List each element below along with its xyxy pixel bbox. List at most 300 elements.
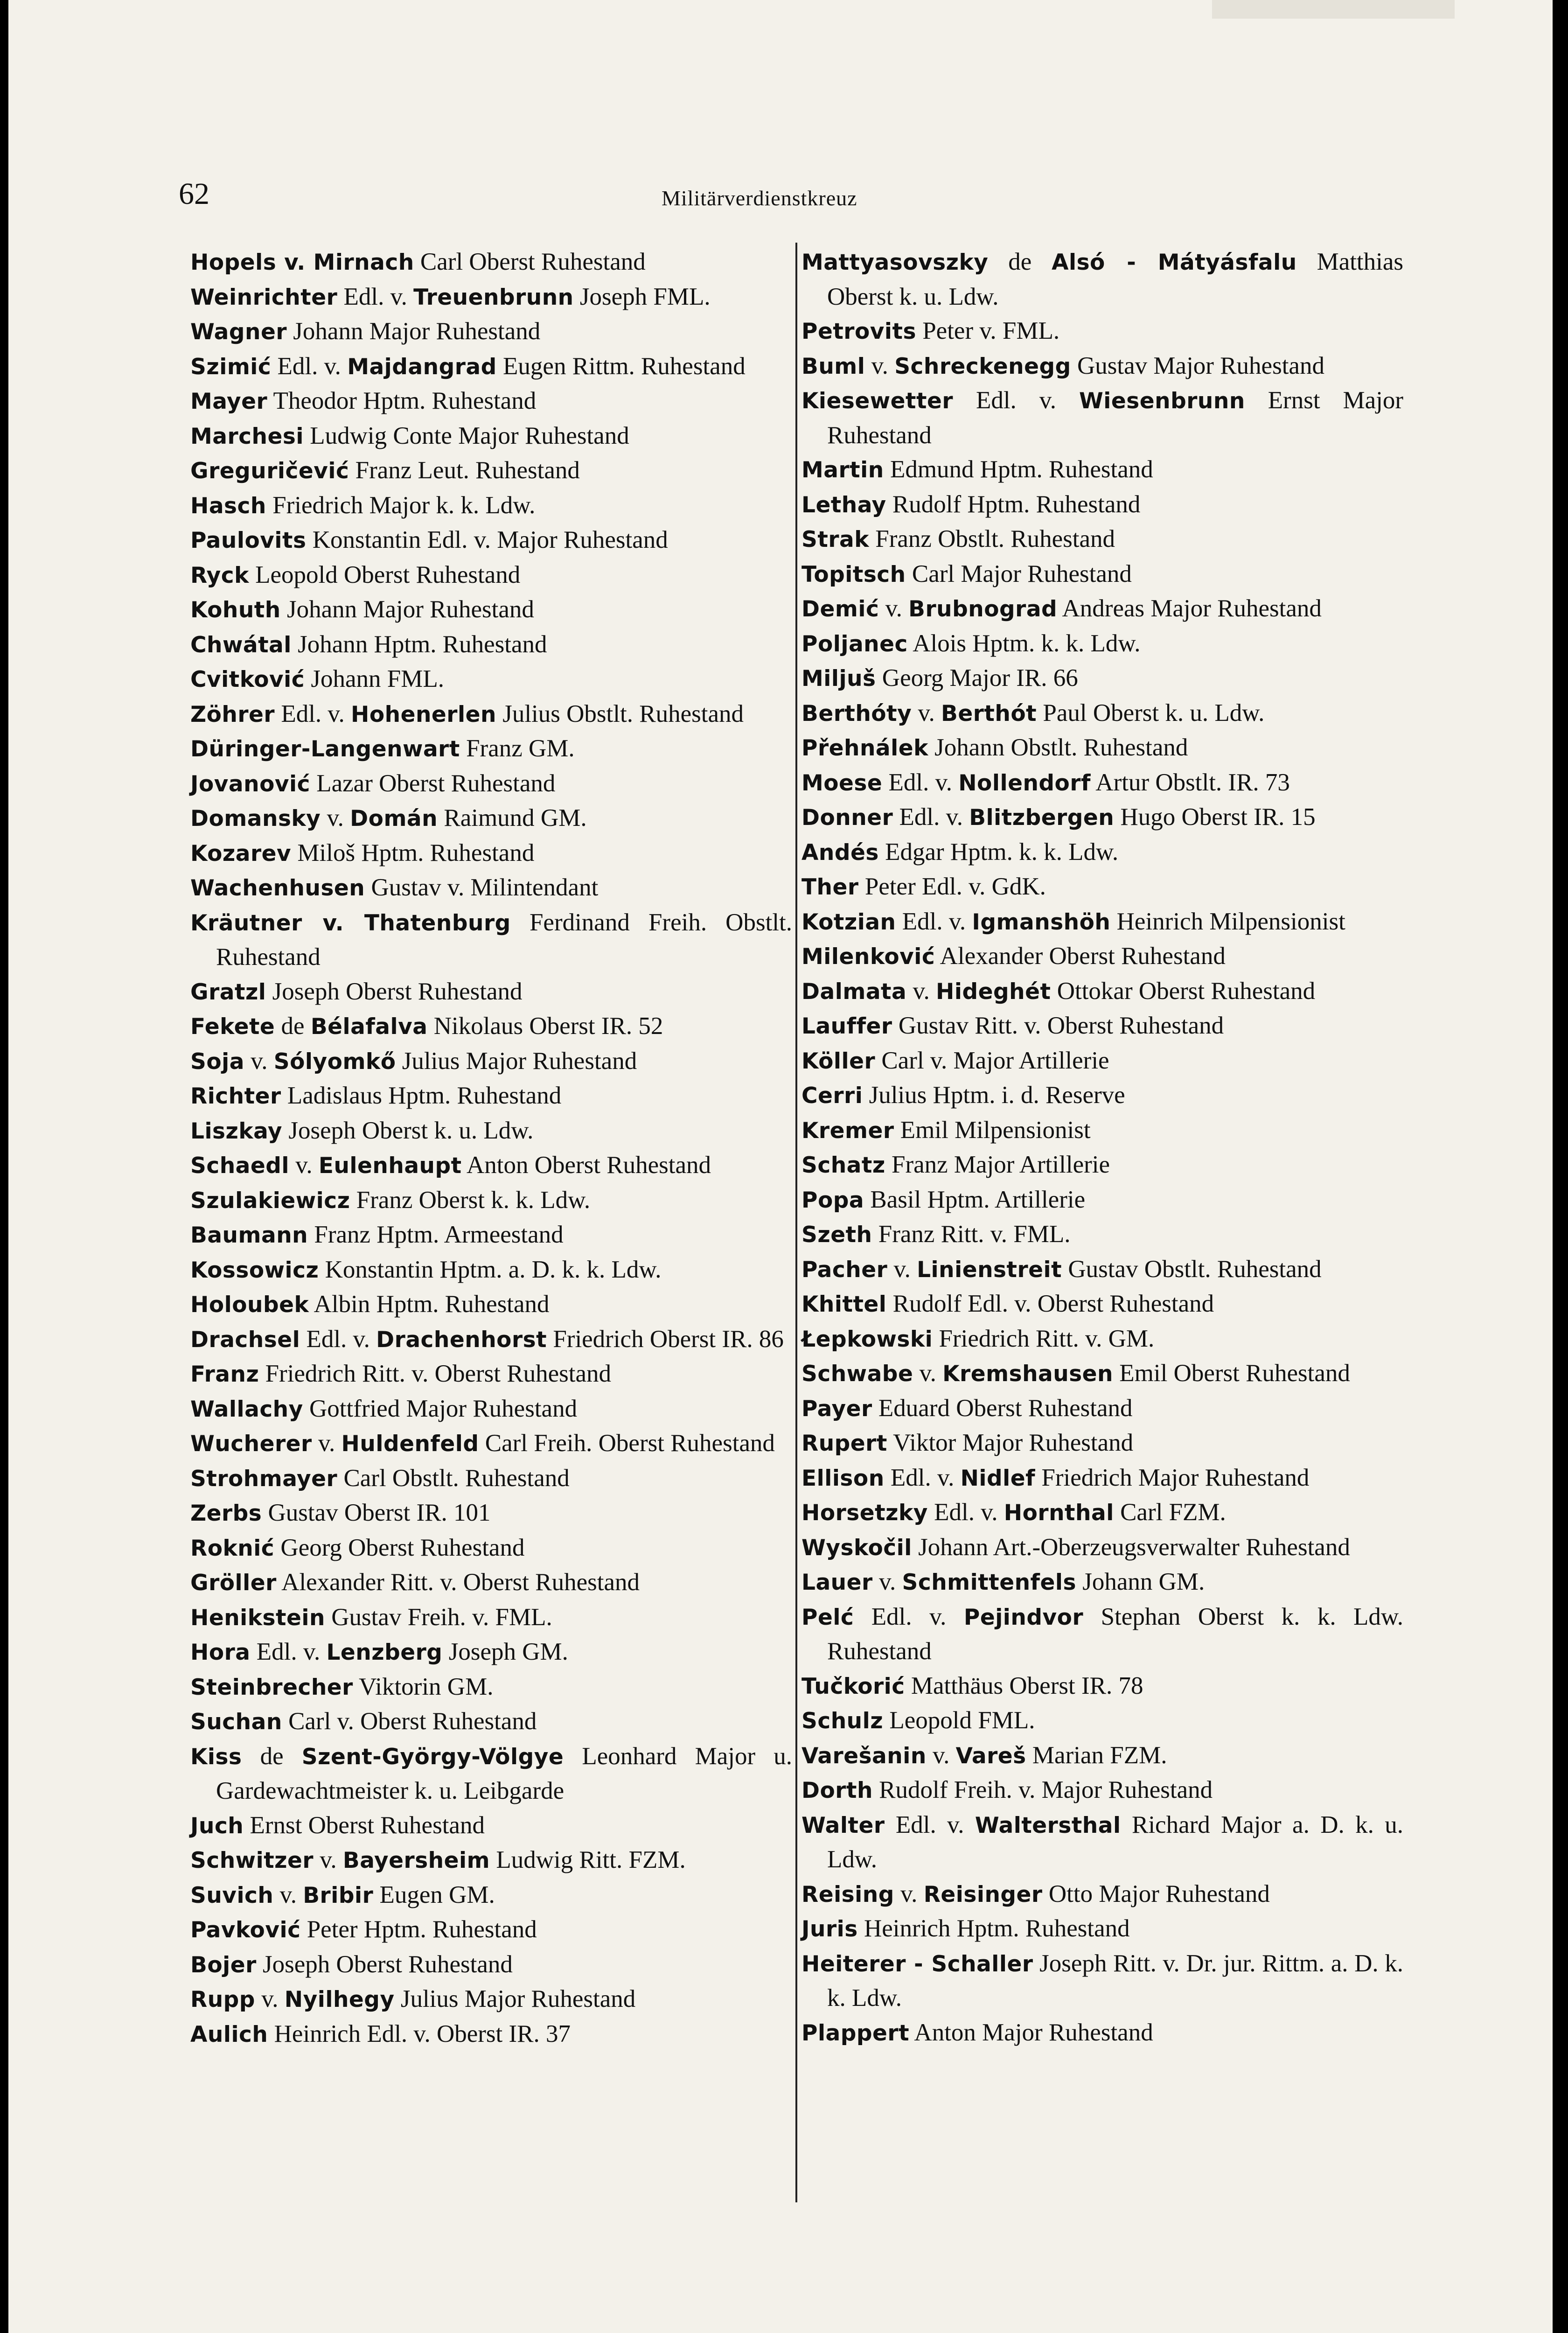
register-entry <box>801 1808 1403 1877</box>
entry-details: Anton Major Ruhestand <box>914 2019 1153 2046</box>
entry-details: Julius Major Ruhestand <box>400 1985 636 2012</box>
register-entry <box>801 1669 1403 1704</box>
register-entry <box>801 314 1403 349</box>
entry-surname: Ellison <box>801 1465 885 1491</box>
entry-surname: Plappert <box>801 2020 910 2046</box>
entry-surname: Zerbs <box>190 1501 262 1526</box>
register-entry <box>801 627 1403 662</box>
entry-details: Gustav Oberst IR. 101 <box>268 1499 491 1526</box>
register-entry <box>801 384 1403 453</box>
register-entry <box>801 835 1403 870</box>
entry-surname: Steinbrecher <box>190 1674 353 1700</box>
entry-surname: Ryck <box>190 562 249 588</box>
register-entry <box>801 1704 1403 1739</box>
entry-details: Edl. v. <box>890 1464 955 1491</box>
register-entry <box>190 697 792 732</box>
register-entry <box>801 1773 1403 1808</box>
register-entry <box>190 1531 792 1566</box>
register-entry <box>190 558 792 593</box>
register-entry <box>801 696 1403 731</box>
entry-details: Albin Hptm. Ruhestand <box>314 1291 550 1318</box>
entry-surname: Schwitzer <box>190 1848 314 1873</box>
entry-details: Emil Milpensionist <box>900 1116 1091 1144</box>
register-entry <box>801 522 1403 557</box>
entry-surname: Horsetzky <box>801 1500 928 1526</box>
entry-predicate: Schmittenfels <box>902 1570 1076 1595</box>
entry-details: Theodor Hptm. Ruhestand <box>273 387 537 414</box>
register-entry <box>190 280 792 315</box>
register-entry <box>801 800 1403 835</box>
entry-surname: Liszkay <box>190 1118 283 1144</box>
entry-details: Franz Leut. Ruhestand <box>355 457 580 484</box>
entry-details: Johann Art.-Oberzeugsverwalter Ruhestand <box>918 1533 1350 1561</box>
entry-surname: Wagner <box>190 319 287 345</box>
register-entry <box>190 1600 792 1635</box>
entry-details: Julius Hptm. i. d. Reserve <box>869 1082 1125 1109</box>
entry-details: Eugen GM. <box>379 1881 495 1908</box>
register-entry <box>801 661 1403 696</box>
register-entry <box>190 1009 792 1044</box>
register-entry <box>190 1565 792 1600</box>
register-entry <box>190 836 792 871</box>
entry-predicate: Hideghét <box>936 978 1051 1005</box>
entry-surname: Cvitković <box>190 667 305 692</box>
entry-surname: Mayer <box>190 389 268 414</box>
entry-surname: Tučkorić <box>801 1673 905 1699</box>
register-entry <box>190 975 792 1010</box>
entry-predicate: Sólyomkő <box>273 1048 396 1075</box>
entry-details: v. <box>295 1152 313 1179</box>
entry-details: Edl. v. <box>976 387 1057 414</box>
register-entry <box>190 767 792 802</box>
register-entry <box>190 2017 792 2052</box>
entry-surname: Suchan <box>190 1709 282 1735</box>
entry-details: Edl. v. <box>934 1499 998 1526</box>
register-entry <box>801 592 1403 627</box>
entry-surname: Baumann <box>190 1222 308 1248</box>
entry-surname: Moese <box>801 770 883 796</box>
entry-details: Gustav v. Milintendant <box>371 874 599 901</box>
entry-details: Gottfried Major Ruhestand <box>309 1395 578 1422</box>
entry-details: Joseph Oberst k. u. Ldw. <box>288 1117 534 1144</box>
entry-surname: Zöhrer <box>190 701 275 727</box>
entry-details: Edl. v. <box>256 1638 321 1665</box>
entry-surname: Pacher <box>801 1257 888 1283</box>
entry-surname: Greguričević <box>190 458 349 484</box>
entry-details: v. <box>933 1741 950 1769</box>
entry-predicate: Hohenerlen <box>351 701 496 727</box>
register-entry <box>801 1600 1403 1669</box>
register-entry <box>801 870 1403 905</box>
register-entry <box>801 245 1403 314</box>
register-entry <box>190 1426 792 1461</box>
entry-details: Johann FML. <box>311 665 444 692</box>
entry-details: v. <box>885 595 902 622</box>
register-entry <box>801 1217 1403 1252</box>
entry-details: Joseph FML. <box>579 283 711 310</box>
entry-surname: Gratzl <box>190 979 266 1005</box>
entry-surname: Hora <box>190 1640 251 1665</box>
entry-surname: Domansky <box>190 806 321 831</box>
entry-details: Gustav Obstlt. Ruhestand <box>1068 1255 1322 1283</box>
entry-surname: Přehnálek <box>801 735 928 761</box>
entry-surname: Kotzian <box>801 909 896 935</box>
register-entry <box>190 906 792 975</box>
entry-surname: Poljanec <box>801 631 908 657</box>
entry-details: de <box>281 1013 305 1040</box>
entry-details: Joseph GM. <box>448 1638 568 1665</box>
entry-surname: Schatz <box>801 1153 885 1178</box>
register-entry <box>190 1948 792 1983</box>
entry-details: v. <box>327 804 344 831</box>
entry-details: Lazar Oberst Ruhestand <box>316 769 556 797</box>
entry-details: Edl. v. <box>306 1325 370 1353</box>
register-entry <box>801 1565 1403 1600</box>
right-column <box>801 245 1403 2050</box>
register-entry <box>190 1253 792 1288</box>
entry-surname: Kremer <box>801 1118 894 1144</box>
entry-predicate: Nyilhegy <box>284 1987 395 2012</box>
register-entry <box>190 1635 792 1670</box>
left-column <box>190 245 792 2052</box>
register-entry <box>801 1044 1403 1079</box>
register-entry <box>190 1079 792 1114</box>
entry-predicate: Lenzberg <box>326 1640 443 1665</box>
entry-predicate: Huldenfeld <box>341 1431 479 1457</box>
entry-details: Rudolf Edl. v. Oberst Ruhestand <box>892 1290 1214 1317</box>
entry-details: v. <box>871 352 888 379</box>
entry-details: Edgar Hptm. k. k. Ldw. <box>885 838 1119 866</box>
entry-surname: Lauffer <box>801 1013 892 1039</box>
entry-details: Heinrich Milpensionist <box>1116 908 1345 935</box>
entry-details: Julius Major Ruhestand <box>402 1047 637 1075</box>
entry-details: Ferdinand Freih. Obstlt. Ruhestand <box>216 908 792 971</box>
register-entry <box>190 419 792 454</box>
entry-details: Ernst Major Ruhestand <box>827 387 1403 449</box>
entry-details: v. <box>320 1846 337 1873</box>
entry-predicate: Pejindvor <box>963 1604 1084 1630</box>
entry-details: Basil Hptm. Artillerie <box>870 1186 1086 1213</box>
entry-details: Eduard Oberst Ruhestand <box>878 1394 1133 1422</box>
register-entry <box>190 1218 792 1253</box>
register-entry <box>190 1114 792 1149</box>
entry-details: Carl Major Ruhestand <box>912 560 1132 587</box>
entry-details: Edl. v. <box>888 768 952 796</box>
entry-predicate: Linienstreit <box>917 1257 1062 1283</box>
entry-details: Joseph Ritt. v. Dr. jur. Rittm. a. D. k. k. Ldw. <box>827 1949 1404 2012</box>
entry-predicate: Schreckenegg <box>894 353 1071 379</box>
entry-surname: Demić <box>801 596 879 622</box>
register-entry <box>801 1461 1403 1496</box>
entry-details: Edl. v. <box>343 283 407 310</box>
entry-details: Alexander Ritt. v. Oberst Ruhestand <box>281 1569 640 1596</box>
entry-surname: Wallachy <box>190 1396 303 1422</box>
entry-predicate: Bribir <box>303 1882 374 1908</box>
entry-details: Friedrich Major Ruhestand <box>1041 1464 1310 1491</box>
entry-details: Friedrich Ritt. v. Oberst Ruhestand <box>265 1360 611 1387</box>
entry-details: v. <box>318 1430 335 1457</box>
entry-surname: Chwátal <box>190 632 292 658</box>
entry-details: Ladislaus Hptm. Ruhestand <box>287 1082 562 1109</box>
entry-surname: Lethay <box>801 492 886 518</box>
register-entry <box>801 1356 1403 1391</box>
entry-surname: Wachenhusen <box>190 875 365 901</box>
entry-surname: Szulakiewicz <box>190 1187 350 1214</box>
entry-details: Alexander Oberst Ruhestand <box>940 943 1226 970</box>
entry-surname: Kiesewetter <box>801 388 954 414</box>
entry-surname: Pelć <box>801 1604 854 1630</box>
entry-details: Miloš Hptm. Ruhestand <box>297 839 535 866</box>
entry-details: v. <box>878 1568 896 1595</box>
entry-surname: Walter <box>801 1812 885 1838</box>
register-entry <box>801 1322 1403 1357</box>
entry-surname: Heiterer - Schaller <box>801 1951 1033 1977</box>
register-entry <box>801 1078 1403 1113</box>
entry-surname: Fekete <box>190 1014 275 1040</box>
entry-details: Heinrich Edl. v. Oberst IR. 37 <box>274 2020 571 2047</box>
entry-details: Edl. v. <box>871 1603 947 1630</box>
entry-details: Georg Major IR. 66 <box>882 664 1078 692</box>
entry-surname: Köller <box>801 1048 876 1074</box>
entry-surname: Rupert <box>801 1431 887 1456</box>
entry-surname: Kräutner v. Thatenburg <box>190 910 511 936</box>
register-entry <box>190 662 792 697</box>
entry-details: v. <box>918 699 935 726</box>
entry-details: Friedrich Oberst IR. 86 <box>553 1325 784 1353</box>
register-entry <box>190 1357 792 1392</box>
entry-predicate: Majdangrad <box>347 354 497 380</box>
entry-surname: Soja <box>190 1048 244 1075</box>
entry-surname: Wucherer <box>190 1431 312 1457</box>
entry-details: Marian FZM. <box>1032 1741 1167 1769</box>
register-entry <box>190 349 792 384</box>
entry-predicate: Szent-György-Völgye <box>301 1744 564 1770</box>
entry-details: Leopold FML. <box>889 1707 1035 1734</box>
entry-surname: Strohmayer <box>190 1466 338 1492</box>
entry-predicate: Treuenbrunn <box>413 284 574 310</box>
entry-details: Friedrich Ritt. v. GM. <box>939 1325 1155 1352</box>
entry-surname: Juch <box>190 1813 244 1839</box>
entry-surname: Pavković <box>190 1917 301 1943</box>
entry-details: Leonhard Major u. Gardewachtmeister k. u. Leibgarde <box>216 1742 792 1804</box>
entry-details: Matthäus Oberst IR. 78 <box>911 1672 1143 1699</box>
entry-surname: Andés <box>801 839 879 866</box>
running-head-title: Militärverdienstkreuz <box>662 186 857 210</box>
entry-surname: Düringer-Langenwart <box>190 736 460 762</box>
entry-surname: Hasch <box>190 493 266 519</box>
register-entry <box>190 1183 792 1218</box>
entry-details: v. <box>261 1985 279 2012</box>
register-entry <box>190 1843 792 1878</box>
register-entry <box>801 939 1403 974</box>
register-entry <box>801 1739 1403 1774</box>
entry-surname: Varešanin <box>801 1743 927 1769</box>
entry-surname: Roknić <box>190 1535 275 1561</box>
entry-details: Edl. v. <box>281 700 345 727</box>
register-entry <box>190 732 792 767</box>
entry-surname: Donner <box>801 805 893 831</box>
entry-details: Franz Oberst k. k. Ldw. <box>356 1186 591 1214</box>
register-entry <box>190 1461 792 1496</box>
entry-surname: Kozarev <box>190 840 292 866</box>
entry-details: Heinrich Hptm. Ruhestand <box>864 1915 1130 1942</box>
entry-details: Franz GM. <box>466 735 575 762</box>
register-entry <box>190 1913 792 1948</box>
entry-surname: Dalmata <box>801 978 907 1005</box>
entry-surname: Ther <box>801 874 859 900</box>
entry-details: Stephan Oberst k. k. Ldw. Ruhestand <box>827 1603 1403 1665</box>
entry-details: Joseph Oberst Ruhestand <box>263 1950 513 1978</box>
entry-details: Johann Obstlt. Ruhestand <box>934 734 1188 761</box>
register-entry <box>190 454 792 489</box>
entry-surname: Franz <box>190 1362 259 1387</box>
entry-details: Viktor Major Ruhestand <box>893 1429 1134 1456</box>
entry-surname: Martin <box>801 457 884 483</box>
register-entry <box>801 1287 1403 1322</box>
entry-surname: Jovanović <box>190 771 310 797</box>
entry-details: Ludwig Ritt. FZM. <box>496 1846 686 1873</box>
entry-surname: Kossowicz <box>190 1257 319 1283</box>
entry-predicate: Eulenhaupt <box>318 1153 462 1179</box>
entry-surname: Łepkowski <box>801 1326 933 1352</box>
entry-details: Eugen Rittm. Ruhestand <box>503 352 746 380</box>
entry-predicate: Bélafalva <box>310 1014 428 1040</box>
register-entry <box>190 1148 792 1183</box>
column-divider <box>795 243 797 2202</box>
entry-surname: Kiss <box>190 1744 242 1770</box>
entry-predicate: Berthót <box>941 700 1037 726</box>
entry-surname: Kohuth <box>190 597 281 623</box>
entry-details: Paul Oberst k. u. Ldw. <box>1043 699 1265 726</box>
register-entry <box>801 1912 1403 1947</box>
entry-details: v. <box>919 1360 936 1387</box>
entry-surname: Rupp <box>190 1987 255 2012</box>
entry-surname: Drachsel <box>190 1327 300 1353</box>
register-entry <box>190 384 792 419</box>
entry-details: Raimund GM. <box>444 804 587 831</box>
entry-details: Matthias Oberst k. u. Ldw. <box>827 248 1404 310</box>
entry-predicate: Reisinger <box>923 1881 1043 1907</box>
entry-details: Carl Freih. Oberst Ruhestand <box>485 1430 775 1457</box>
entry-surname: Strak <box>801 527 869 552</box>
entry-surname: Cerri <box>801 1083 863 1109</box>
register-entry <box>190 628 792 663</box>
register-entry <box>801 349 1403 384</box>
entry-details: Edl. v. <box>899 803 963 831</box>
book-page <box>8 0 1553 2333</box>
entry-surname: Weinrichter <box>190 284 338 310</box>
register-entry <box>801 1877 1403 1912</box>
entry-details: Ludwig Conte Major Ruhestand <box>310 422 629 449</box>
register-entry <box>190 593 792 628</box>
entry-surname: Aulich <box>190 2021 268 2047</box>
entry-details: Rudolf Hptm. Ruhestand <box>892 490 1141 518</box>
entry-surname: Szimić <box>190 354 272 380</box>
entry-details: Peter v. FML. <box>922 317 1060 344</box>
entry-details: Edl. v. <box>902 908 966 935</box>
register-entry <box>801 1391 1403 1426</box>
entry-surname: Payer <box>801 1396 872 1422</box>
entry-details: de <box>260 1742 284 1770</box>
entry-details: Georg Oberst Ruhestand <box>280 1534 525 1561</box>
entry-details: Nikolaus Oberst IR. 52 <box>433 1013 663 1040</box>
entry-surname: Hopels v. Mirnach <box>190 250 414 275</box>
register-entry <box>190 1704 792 1739</box>
entry-surname: Reising <box>801 1881 894 1907</box>
entry-surname: Khittel <box>801 1292 887 1317</box>
entry-details: Edl. v. <box>895 1811 964 1838</box>
entry-details: Franz Ritt. v. FML. <box>878 1221 1071 1248</box>
entry-details: Johann Hptm. Ruhestand <box>298 630 547 658</box>
entry-surname: Dorth <box>801 1778 873 1803</box>
entry-details: Johann GM. <box>1082 1568 1205 1595</box>
register-entry <box>190 1878 792 1913</box>
entry-details: Julius Obstlt. Ruhestand <box>502 700 744 727</box>
entry-surname: Milenković <box>801 944 935 970</box>
register-entry <box>190 1287 792 1322</box>
register-entry <box>190 314 792 349</box>
entry-details: Gustav Ritt. v. Oberst Ruhestand <box>898 1012 1224 1039</box>
entry-details: Artur Obstlt. IR. 73 <box>1095 768 1290 796</box>
entry-details: Carl FZM. <box>1120 1499 1226 1526</box>
register-entry <box>801 1252 1403 1287</box>
register-entry <box>801 1495 1403 1530</box>
entry-surname: Lauer <box>801 1570 873 1595</box>
entry-predicate: Wiesenbrunn <box>1079 388 1245 414</box>
entry-details: Gustav Major Ruhestand <box>1077 352 1324 379</box>
entry-details: Konstantin Hptm. a. D. k. k. Ldw. <box>325 1256 662 1283</box>
entry-surname: Paulovits <box>190 528 307 553</box>
entry-surname: Topitsch <box>801 561 906 587</box>
entry-details: de <box>1008 248 1032 275</box>
entry-details: Friedrich Major k. k. Ldw. <box>272 491 536 519</box>
entry-surname: Juris <box>801 1916 858 1942</box>
register-entry <box>801 1113 1403 1148</box>
entry-details: Richard Major a. D. k. u. Ldw. <box>827 1811 1403 1873</box>
register-entry <box>801 2016 1403 2051</box>
entry-surname: Miljuš <box>801 666 876 692</box>
entry-predicate: Alsó - Mátyásfalu <box>1052 250 1297 275</box>
entry-details: Emil Oberst Ruhestand <box>1119 1360 1350 1387</box>
entry-details: Edmund Hptm. Ruhestand <box>890 456 1153 483</box>
entry-predicate: Nollendorf <box>958 770 1091 796</box>
register-entry <box>190 523 792 558</box>
entry-details: Anton Oberst Ruhestand <box>466 1152 711 1179</box>
entry-predicate: Nidlef <box>960 1465 1036 1491</box>
entry-details: Edl. v. <box>277 352 341 380</box>
register-entry <box>801 766 1403 801</box>
entry-details: Alois Hptm. k. k. Ldw. <box>913 629 1141 657</box>
register-entry <box>190 1496 792 1531</box>
entry-surname: Suvich <box>190 1882 274 1908</box>
entry-predicate: Kremshausen <box>942 1361 1114 1387</box>
entry-details: Carl v. Oberst Ruhestand <box>288 1708 537 1735</box>
entry-predicate: Igmanshöh <box>972 909 1111 935</box>
entry-surname: Richter <box>190 1083 281 1109</box>
entry-surname: Buml <box>801 353 865 379</box>
entry-details: Ottokar Oberst Ruhestand <box>1057 977 1316 1005</box>
entry-details: Johann Major Ruhestand <box>286 596 534 623</box>
entry-surname: Berthóty <box>801 700 912 726</box>
entry-details: v. <box>913 977 930 1005</box>
page-number: 62 <box>179 177 209 211</box>
entry-surname: Popa <box>801 1187 864 1213</box>
register-entry <box>801 1530 1403 1565</box>
register-entry <box>190 1044 792 1079</box>
register-entry <box>190 1670 792 1705</box>
entry-details: Peter Edl. v. GdK. <box>864 873 1046 900</box>
entry-surname: Mattyasovszky <box>801 250 989 275</box>
